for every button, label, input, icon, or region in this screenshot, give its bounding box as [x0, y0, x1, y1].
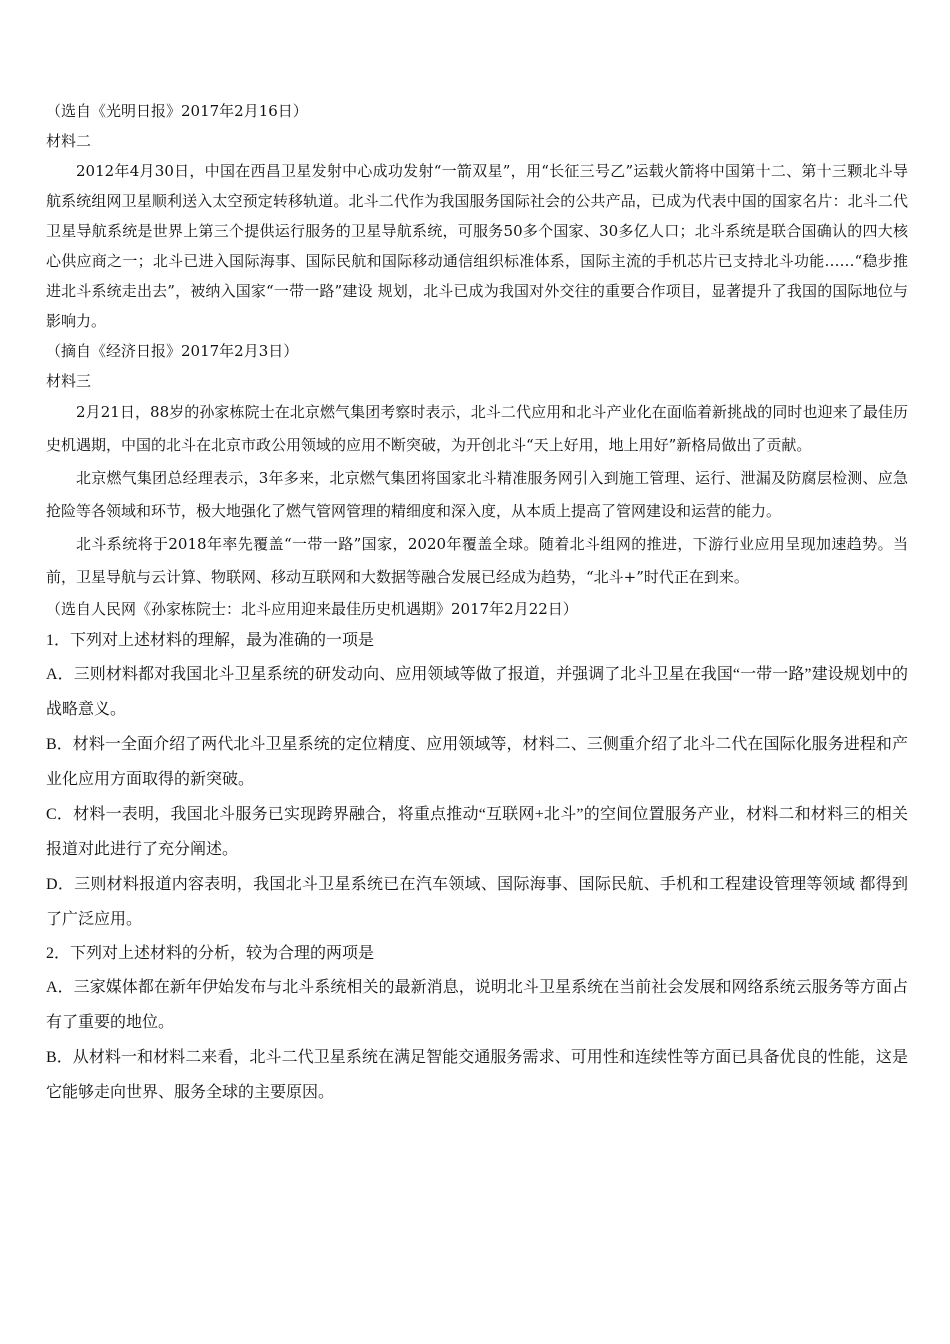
question-1-title: 1．下列对上述材料的理解，最为准确的一项是	[46, 632, 375, 649]
source-citation-3: （选自人民网《孙家栋院士：北斗应用迎来最佳历史机遇期》2017年2月22日）	[46, 600, 578, 618]
source-citation-2: （摘自《经济日报》2017年2月3日）	[46, 342, 299, 360]
material-2-heading: 材料二	[46, 132, 92, 150]
question-1-option-a: A．三则材料都对我国北斗卫星系统的研发动向、应用领域等做了报道，并强调了北斗卫星在我国“一带一路”建设规划中的战略意义。	[46, 666, 908, 718]
question-2-option-a: A．三家媒体都在新年伊始发布与北斗系统相关的最新消息，说明北斗卫星系统在当前社会发展和网络系统云服务等方面占有了重要的地位。	[46, 979, 908, 1031]
question-2-option-b: B．从材料一和材料二来看，北斗二代卫星系统在满足智能交通服务需求、可用性和连续性等方面已具备优良的性能，这是它能够走向世界、服务全球的主要原因。	[46, 1049, 908, 1101]
material-3-paragraph: 2月21日，88岁的孙家栋院士在北京燃气集团考察时表示，北斗二代应用和北斗产业化在面临着新挑战的同时也迎来了最佳历史机遇期，中国的北斗在北京市政公用领域的应用不断突破，为开创北斗“天上好用，地上用好”新格局做出了贡献。	[46, 403, 908, 454]
source-citation-1: （选自《光明日报》2017年2月16日）	[46, 102, 308, 120]
question-1-option-c: C．材料一表明，我国北斗服务已实现跨界融合，将重点推动“互联网+北斗”的空间位置服务产业，材料二和材料三的相关报道对此进行了充分阐述。	[46, 806, 908, 858]
material-3-paragraph: 北斗系统将于2018年率先覆盖“一带一路”国家，2020年覆盖全球。随着北斗组网的推进，下游行业应用呈现加速趋势。当前，卫星导航与云计算、物联网、移动互联网和大数据等融合发展已经成为趋势，“北斗+”时代正在到来。	[46, 535, 908, 586]
material-3-heading: 材料三	[46, 372, 92, 390]
document-page	[46, 96, 908, 1110]
question-1-option-d: D．三则材料报道内容表明，我国北斗卫星系统已在汽车领域、国际海事、国际民航、手机和工程建设管理等领域 都得到了广泛应用。	[46, 876, 908, 928]
question-1-option-b: B．材料一全面介绍了两代北斗卫星系统的定位精度、应用领域等，材料二、三侧重介绍了北斗二代在国际化服务进程和产业化应用方面取得的新突破。	[46, 736, 908, 788]
material-3-paragraph: 北京燃气集团总经理表示，3年多来，北京燃气集团将国家北斗精准服务网引入到施工管理、运行、泄漏及防腐层检测、应急抢险等各领域和环节，极大地强化了燃气管网管理的精细度和深入度，从本质上提高了管网建设和运营的能力。	[46, 469, 908, 520]
question-2-title: 2．下列对上述材料的分析，较为合理的两项是	[46, 945, 375, 962]
material-2-paragraph: 2012年4月30日，中国在西昌卫星发射中心成功发射“一箭双星”，用“长征三号乙”运载火箭将中国第十二、第十三颗北斗导航系统组网卫星顺利送入太空预定转移轨道。北斗二代作为我国服务国际社会的公共产品，已成为代表中国的国家名片：北斗二代卫星导航系统是世界上第三个提供运行服务的卫星导航系统，可服务50多个国家、30多亿人口；北斗系统是联合国确认的四大核心供应商之一；北斗已进入国际海事、国际民航和国际移动通信组织标准体系，国际主流的手机芯片已支持北斗功能……“稳步推进北斗系统走出去”，被纳入国家“一带一路”建设 规划，北斗已成为我国对外交往的重要合作项目，显著提升了我国的国际地位与影响力。	[46, 162, 908, 330]
